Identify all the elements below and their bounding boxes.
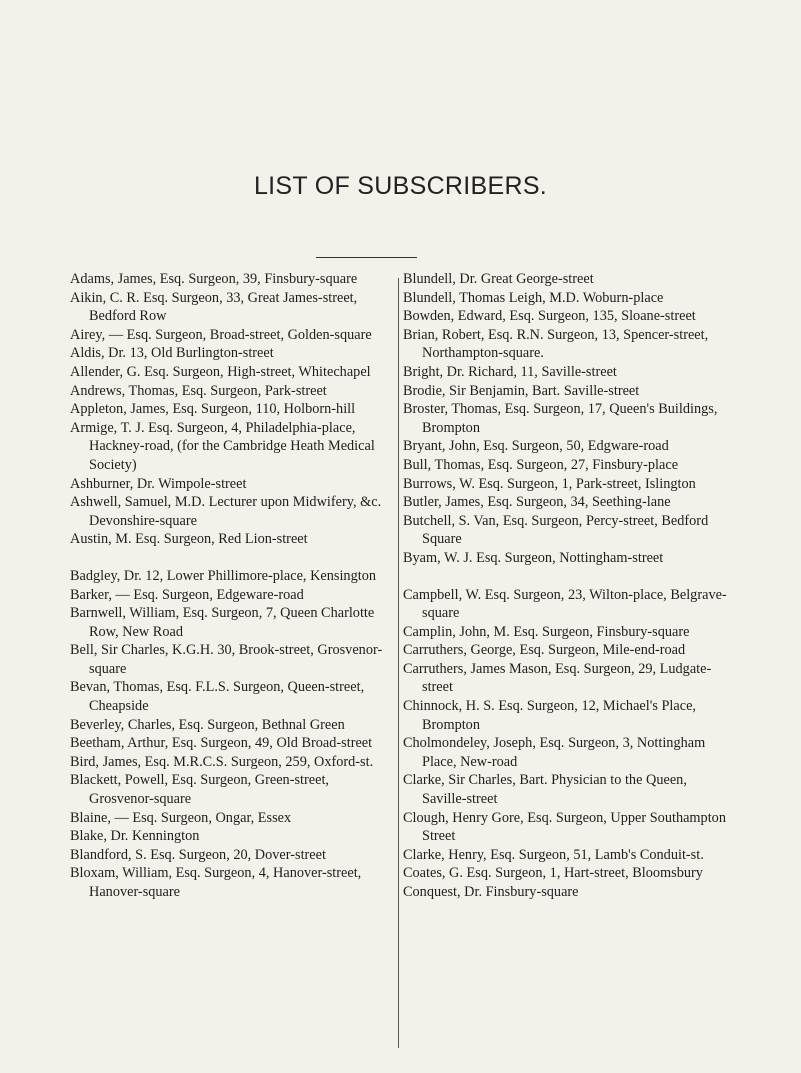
subscriber-entry: Bevan, Thomas, Esq. F.L.S. Surgeon, Queen-street, Cheapside [70,679,365,715]
subscriber-entry: Bloxam, William, Esq. Surgeon, 4, Hanover-street, Hanover-square [70,865,362,900]
subscriber-entry: Beverley, Charles, Esq. Surgeon, Bethnal Green [70,716,345,733]
group-gap [403,568,733,586]
subscriber-entry: Appleton, James, Esq. Surgeon, 110, Holborn-hill [70,401,356,418]
subscriber-entry: Bull, Thomas, Esq. Surgeon, 27, Finsbury-place [403,456,679,473]
subscriber-entry: Bird, James, Esq. M.R.C.S. Surgeon, 259, Oxford-st. [70,753,374,770]
subscriber-entry: Blackett, Powell, Esq. Surgeon, Green-street, Grosvenor-square [70,772,330,808]
subscriber-entry: Carruthers, George, Esq. Surgeon, Mile-end-road [403,642,686,659]
page-title: LIST OF SUBSCRIBERS. [253,172,548,200]
subscriber-entry: Carruthers, James Mason, Esq. Surgeon, 29, Ludgate-street [403,660,712,696]
title-rule [316,257,417,258]
subscriber-entry: Brian, Robert, Esq. R.N. Surgeon, 13, Spencer-street, Northampton-square. [403,326,709,362]
subscriber-entry: Badgley, Dr. 12, Lower Phillimore-place, Kensington [70,567,376,584]
subscriber-entry: Conquest, Dr. Finsbury-square [403,884,579,900]
subscriber-entry: Bell, Sir Charles, K.G.H. 30, Brook-street, Grosvenor-square [70,642,383,677]
subscriber-entry: Austin, M. Esq. Surgeon, Red Lion-street [70,531,308,548]
subscriber-entry: Armige, T. J. Esq. Surgeon, 4, Philadelphia-place, Hackney-road, (for the Cambridge Heath Medical Society) [70,419,375,473]
subscriber-entry: Blaine, — Esq. Surgeon, Ongar, Essex [70,809,292,826]
column-divider [398,278,399,1048]
subscriber-entry: Ashburner, Dr. Wimpole-street [70,475,247,492]
subscriber-entry: Aikin, C. R. Esq. Surgeon, 33, Great James-street, Bedford Row [70,289,358,325]
subscriber-entry: Bryant, John, Esq. Surgeon, 50, Edgware-road [403,438,669,455]
subscriber-entry: Cholmondeley, Joseph, Esq. Surgeon, 3, Nottingham Place, New-road [403,735,706,770]
subscriber-entry: Clough, Henry Gore, Esq. Surgeon, Upper Southampton Street [403,809,726,845]
subscriber-entry: Blake, Dr. Kennington [70,828,200,845]
subscriber-entry: Andrews, Thomas, Esq. Surgeon, Park-street [70,382,327,399]
subscriber-entry: Clarke, Henry, Esq. Surgeon, 51, Lamb's Conduit-st. [403,846,704,863]
subscriber-entry: Allender, G. Esq. Surgeon, High-street, Whitechapel [70,363,371,380]
subscriber-entry: Chinnock, H. S. Esq. Surgeon, 12, Michael's Place, Brompton [403,698,696,733]
subscriber-entry: Airey, — Esq. Surgeon, Broad-street, Golden-square [70,326,372,343]
subscriber-entry: Adams, James, Esq. Surgeon, 39, Finsbury-square [70,271,358,287]
subscriber-entry: Butchell, S. Van, Esq. Surgeon, Percy-street, Bedford Square [403,512,709,548]
subscriber-entry: Burrows, W. Esq. Surgeon, 1, Park-street, Islington [403,475,696,492]
subscriber-entry: Brodie, Sir Benjamin, Bart. Saville-street [403,382,640,399]
subscriber-entry: Byam, W. J. Esq. Surgeon, Nottingham-street [403,549,664,566]
subscriber-entry: Broster, Thomas, Esq. Surgeon, 17, Queen's Buildings, Brompton [403,401,718,436]
subscriber-entry: Butler, James, Esq. Surgeon, 34, Seething-lane [403,494,671,511]
subscriber-entry: Blundell, Thomas Leigh, M.D. Woburn-place [403,289,664,306]
subscriber-entry: Camplin, John, M. Esq. Surgeon, Finsbury-square [403,623,690,640]
subscriber-entry: Aldis, Dr. 13, Old Burlington-street [70,345,274,362]
group-gap [70,549,392,567]
subscriber-entry: Blandford, S. Esq. Surgeon, 20, Dover-street [70,846,326,863]
subscriber-entry: Bright, Dr. Richard, 11, Saville-street [403,363,617,380]
subscriber-entry: Clarke, Sir Charles, Bart. Physician to the Queen, Saville-street [403,772,687,808]
subscriber-entry: Bowden, Edward, Esq. Surgeon, 135, Sloane-street [403,308,696,325]
left-column [70,270,392,902]
subscriber-entry: Coates, G. Esq. Surgeon, 1, Hart-street, Bloomsbury [403,865,703,882]
subscriber-entry: Ashwell, Samuel, M.D. Lecturer upon Midwifery, &c. Devonshire-square [70,494,382,529]
subscriber-entry: Beetham, Arthur, Esq. Surgeon, 49, Old Broad-street [70,735,373,752]
subscriber-entry: Barker, — Esq. Surgeon, Edgeware-road [70,586,304,603]
subscriber-entry: Campbell, W. Esq. Surgeon, 23, Wilton-place, Belgrave-square [403,586,727,622]
subscriber-entry: Blundell, Dr. Great George-street [403,271,594,287]
right-column [403,270,733,902]
subscriber-entry: Barnwell, William, Esq. Surgeon, 7, Queen Charlotte Row, New Road [70,605,375,640]
